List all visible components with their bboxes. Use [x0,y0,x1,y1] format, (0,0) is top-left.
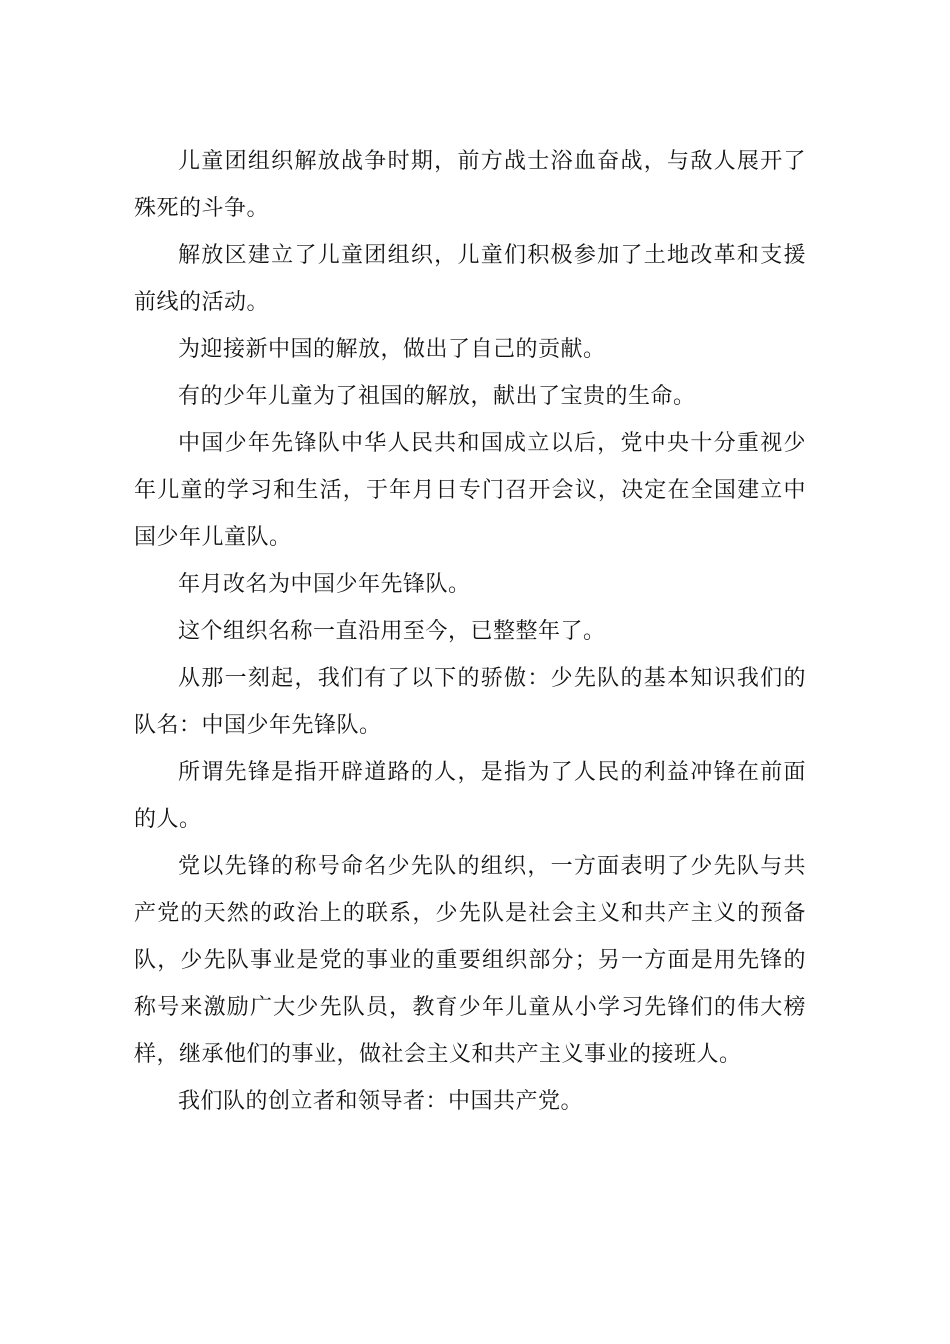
paragraph: 解放区建立了儿童团组织，儿童们积极参加了土地改革和支援前线的活动。 [134,243,806,315]
paragraph: 儿童团组织解放战争时期，前方战士浴血奋战，与敌人展开了殊死的斗争。 [134,149,806,221]
paragraph: 党以先锋的称号命名少先队的组织，一方面表明了少先队与共产党的天然的政治上的联系，少先队是社会主义和共产主义的预备队，少先队事业是党的事业的重要组织部分；另一方面是用先锋的称号来激励广大少先队员，教育少年儿童从小学习先锋们的伟大榜样，继承他们的事业，做社会主义和共产主义事业的接班人。 [134,854,806,1067]
paragraph: 中国少年先锋队中华人民共和国成立以后，党中央十分重视少年儿童的学习和生活，于年月日专门召开会议，决定在全国建立中国少年儿童队。 [134,431,806,550]
paragraph: 所谓先锋是指开辟道路的人，是指为了人民的利益冲锋在前面的人。 [134,760,806,832]
paragraph: 从那一刻起，我们有了以下的骄傲：少先队的基本知识我们的队名：中国少年先锋队。 [134,666,806,738]
paragraph: 为迎接新中国的解放，做出了自己的贡献。 [178,337,606,362]
document-body [134,138,806,1125]
paragraph: 这个组织名称一直沿用至今，已整整年了。 [178,619,606,644]
paragraph: 年月改名为中国少年先锋队。 [178,572,471,597]
paragraph: 我们队的创立者和领导者：中国共产党。 [178,1089,584,1114]
paragraph: 有的少年儿童为了祖国的解放，献出了宝贵的生命。 [178,384,696,409]
